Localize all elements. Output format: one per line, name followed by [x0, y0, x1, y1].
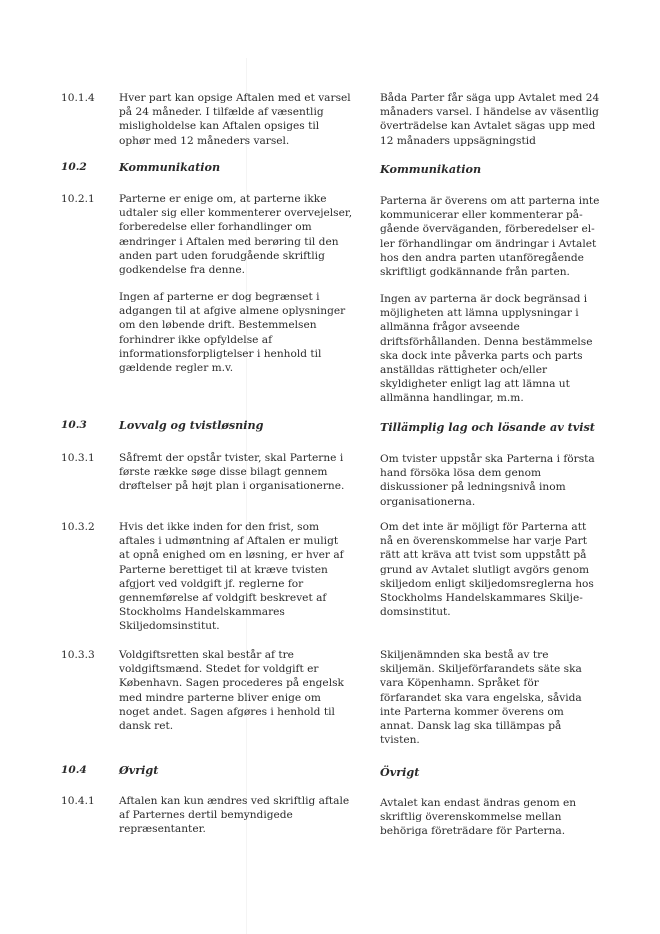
clause-number: 10.3.3: [61, 649, 95, 661]
section-number: 10.4: [61, 764, 87, 776]
clause-text-swedish: Om tvister uppstår ska Parterna i första hand försöka lösa dem genom diskussioner på ledningsnivå inom organisationerna.: [380, 453, 595, 508]
clause-number: 10.3.1: [61, 452, 95, 464]
section-number: 10.3: [61, 419, 87, 431]
clause-text-swedish: Parterna är överens om att parterna inte kommunicerar eller kommenterar på- gående överväganden, förberedelser el- ler förhandlingar om ändringar i Avtalet hos den andra parten utanföregående skriftligt godkännande från parten.: [380, 195, 600, 279]
section-heading-swedish: Tillämplig lag och lösande av tvist: [380, 420, 595, 434]
section-heading-danish: Øvrigt: [119, 763, 159, 777]
section-number: 10.2: [61, 161, 87, 173]
section-heading-danish: Kommunikation: [119, 160, 221, 174]
clause-text-danish: Parterne er enige om, at parterne ikke udtaler sig eller kommenterer overvejelser, forberedelse eller forhandlinger om ændringer i Aftalen med berøring til den anden part uden forudgående skriftlig godkendelse fra denne.: [119, 193, 353, 277]
clause-text-swedish: Skiljenämnden ska bestå av tre skiljemän. Skiljeförfarandets säte ska vara Köpenhamn. Språket för förfarandet ska vara engelska, såvida inte Parterna kommer överens om annat. Dansk lag ska tillämpas på tvisten.: [380, 649, 582, 747]
clause-text-danish: Hvis det ikke inden for den frist, som aftales i udmøntning af Aftalen er muligt at opnå enighed om en løsning, er hver af Parterne berettiget til at kræve tvisten afgjort ved voldgift jf. reglerne for gennemførelse af voldgift beskrevet af Stockholms Handelskammares Skiljedomsinstitut.: [119, 521, 344, 633]
clause-number: 10.4.1: [61, 795, 95, 807]
clause-number: 10.2.1: [61, 193, 95, 205]
clause-text-danish: Ingen af parterne er dog begrænset i adgangen til at afgive almene oplysninger om den løbende drift. Bestemmelsen forhindrer ikke opfyldelse af informationsforpligtelser i henhold til gældende regler m.v.: [119, 291, 346, 375]
clause-text-danish: Hver part kan opsige Aftalen med et varsel på 24 måneder. I tilfælde af væsentlig misligholdelse kan Aftalen opsiges til ophør med 12 måneders varsel.: [119, 92, 351, 147]
clause-number: 10.1.4: [61, 92, 95, 104]
section-heading-danish: Lovvalg og tvistløsning: [119, 418, 264, 432]
clause-text-swedish: Avtalet kan endast ändras genom en skriftlig överenskommelse mellan behöriga företrädare för Parterna.: [380, 797, 577, 838]
clause-text-swedish: Om det inte är möjligt för Parterna att nå en överenskommelse har varje Part rätt att kräva att tvist som uppstått på grund av Avtalet slutligt avgörs genom skiljedom enligt skiljedomsreglerna hos Stockholms Handelskammares Skilje- domsinstitut.: [380, 521, 594, 619]
clause-text-swedish: Båda Parter får säga upp Avtalet med 24 månaders varsel. I händelse av väsentlig överträdelse kan Avtalet sägas upp med 12 månaders uppsägningstid: [380, 92, 600, 147]
clause-number: 10.3.2: [61, 521, 95, 533]
section-heading-swedish: Övrigt: [380, 765, 420, 779]
clause-text-danish: Voldgiftsretten skal består af tre voldgiftsmænd. Stedet for voldgift er København. Sagen procederes på engelsk med mindre parterne bliver enige om noget andet. Sagen afgøres i henhold til dansk ret.: [119, 649, 344, 733]
clause-text-swedish: Ingen av parterna är dock begränsad i möjligheten att lämna upplysningar i allmänna frågor avseende driftsförhållanden. Denna bestämmelse ska dock inte påverka parts och parts anställdas rättigheter och/eller skyldigheter enligt lag att lämna ut allmänna handlingar, m.m.: [380, 293, 593, 405]
clause-text-danish: Aftalen kan kun ændres ved skriftlig aftale af Parternes dertil bemyndigede repræsentanter.: [119, 795, 350, 836]
section-heading-swedish: Kommunikation: [380, 162, 482, 176]
clause-text-danish: Såfremt der opstår tvister, skal Parterne i første række søge disse bilagt gennem drøftelser på højt plan i organisationerne.: [119, 452, 345, 493]
